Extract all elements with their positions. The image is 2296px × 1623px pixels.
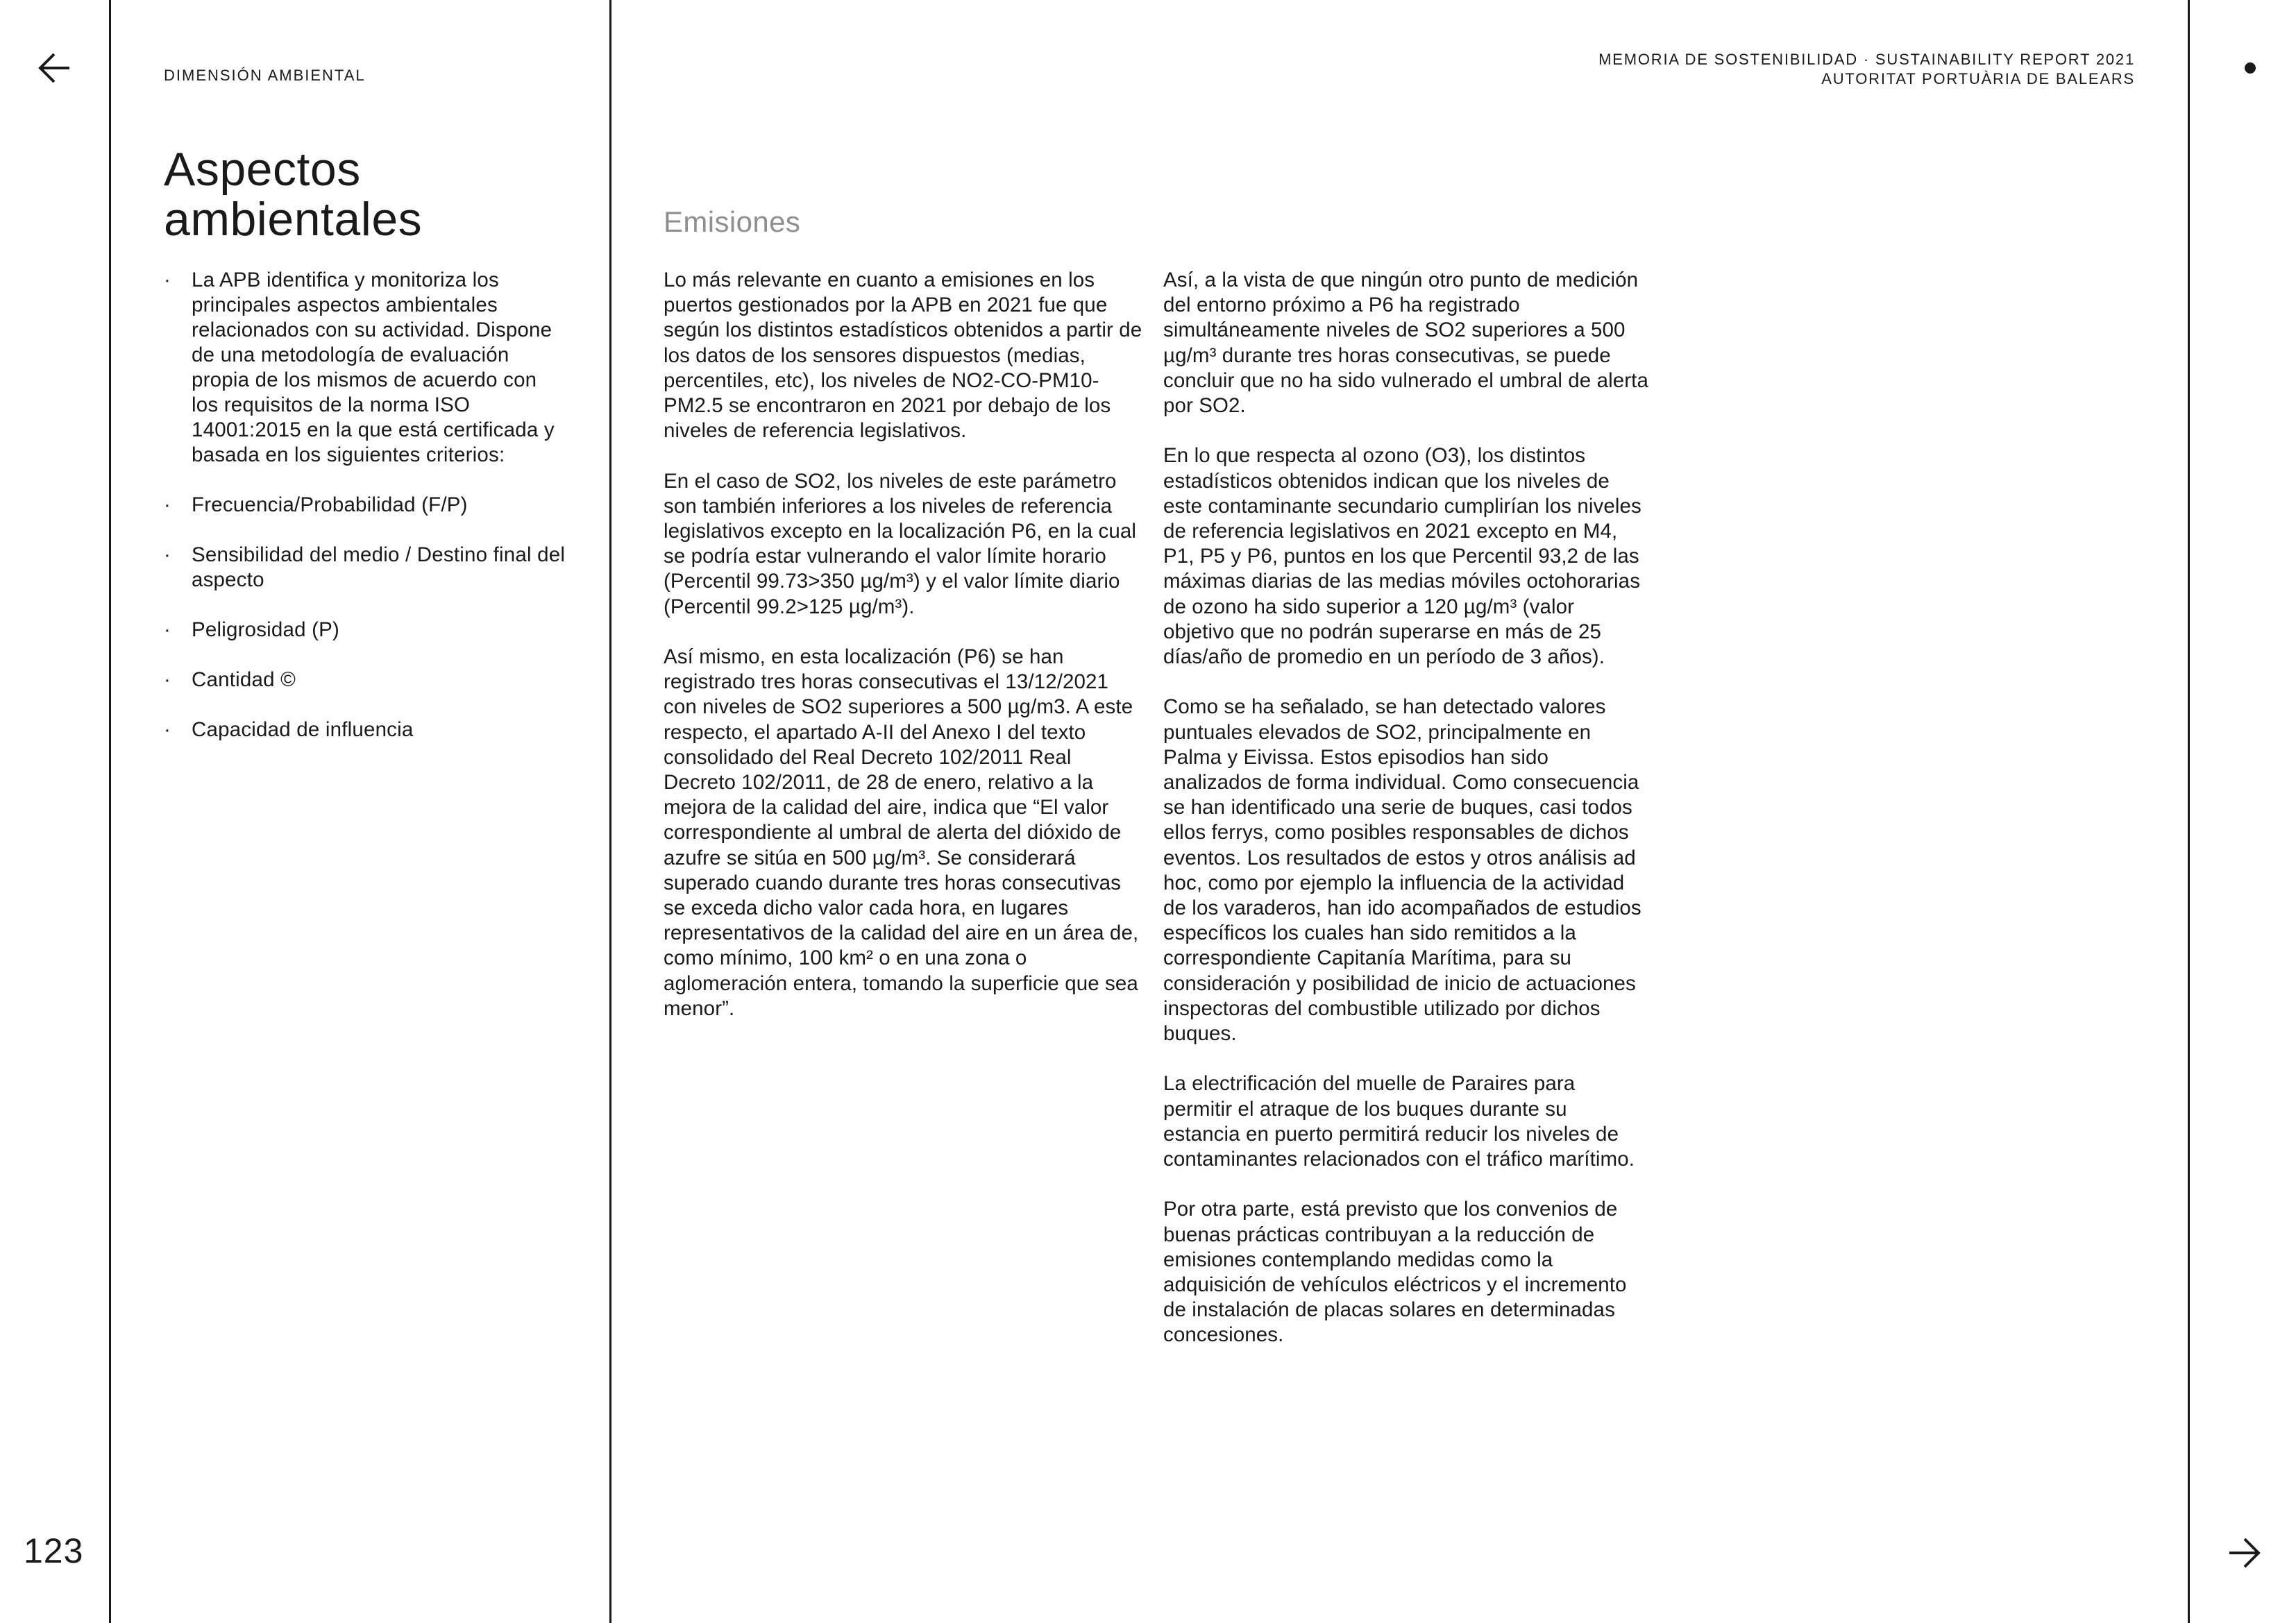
list-item: · La APB identifica y monitoriza los principales aspectos ambientales relacionados con su actividad. Dispone de una metodología de evaluación propia de los mismos de acuerdo con los requisitos de la norma ISO 14001:2015 en la que está certificada y basada en los siguientes criterios: bbox=[164, 268, 566, 468]
next-button[interactable] bbox=[2227, 1535, 2263, 1571]
list-item: · Peligrosidad (P) bbox=[164, 618, 566, 643]
text-column-1 bbox=[664, 268, 1142, 1046]
report-header bbox=[1598, 50, 2135, 89]
organization-name: AUTORITAT PORTUÀRIA DE BALEARS bbox=[1821, 70, 2135, 87]
report-title: MEMORIA DE SOSTENIBILIDAD · SUSTAINABILITY REPORT 2021 bbox=[1598, 51, 2135, 68]
section-label: DIMENSIÓN AMBIENTAL bbox=[164, 67, 366, 84]
page-title bbox=[164, 144, 580, 244]
left-margin-line bbox=[109, 0, 111, 1623]
page-title-line2: ambientales bbox=[164, 193, 423, 246]
list-item: · Cantidad © bbox=[164, 668, 566, 692]
paragraph: En el caso de SO2, los niveles de este parámetro son también inferiores a los niveles de referencia legislativos excepto en la localización P6, en la cual se podría estar vulnerando el valor límite horario (Percentil 99.73>350 µg/m³) y el valor límite diario (Percentil 99.2>125 µg/m³). bbox=[664, 469, 1137, 618]
paragraph: Así mismo, en esta localización (P6) se han registrado tres horas consecutivas el 13/12/2021 con niveles de SO2 superiores a 500 µg/m3. A este respecto, el apartado A-II del Anexo I del texto consolidado del Real Decreto 102/2011 Real Decreto 102/2011, de 28 de enero, relativo a la mejora de la calidad del aire, indica que “El valor correspondiente al umbral de alerta del dióxido de azufre se sitúa en 500 µg/m³. Se considerará superado cuando durante tres horas consecutivas se exceda dicho valor cada hora, en lugares representativos de la calidad del aire en un área de, como mínimo, 100 km² o en una zona o aglomeración entera, tomando la superficie que sea menor”. bbox=[664, 645, 1139, 1020]
paragraph: Como se ha señalado, se han detectado valores puntuales elevados de SO2, principalmente en Palma y Eivissa. Estos episodios han sido analizados de forma individual. Como consecuencia se han identificado una serie de buques, casi todos ellos ferrys, como posibles responsables de dichos eventos. Los resultados de estos y otros análisis ad hoc, como por ejemplo la influencia de la actividad de los varaderos, han ido acompañados de estudios específicos los cuales han sido remitidos a la correspondiente Capitanía Marítima, para su consideración y posibilidad de inicio de actuaciones inspectoras del combustible utilizado por dichos buques. bbox=[1163, 695, 1641, 1046]
paragraph: La electrificación del muelle de Paraires para permitir el atraque de los buques durante su estancia en puerto permitirá reducir los niveles de contaminantes relacionados con el tráfico marítimo. bbox=[1163, 1072, 1635, 1171]
page-number: 123 bbox=[24, 1531, 84, 1570]
list-item: · Frecuencia/Probabilidad (F/P) bbox=[164, 493, 566, 518]
paragraph: Así, a la vista de que ningún otro punto de medición del entorno próximo a P6 ha registrado simultáneamente niveles de SO2 superiores a 500 µg/m³ durante tres horas consecutivas, se puede concluir que no ha sido vulnerado el umbral de alerta por SO2. bbox=[1163, 269, 1648, 418]
sidebar-divider-line bbox=[609, 0, 611, 1623]
list-item: · Capacidad de influencia bbox=[164, 717, 566, 742]
paragraph: En lo que respecta al ozono (O3), los distintos estadísticos obtenidos indican que los niveles de este contaminante secundario cumplirían los niveles de referencia legislativos en 2021 excepto en M4, P1, P5 y P6, puntos en los que Percentil 93,2 de las máximas diarias de las medias móviles octohorarias de ozono ha sido superior a 120 µg/m³ (valor objetivo que no podrán superarse en más de 25 días/año de promedio en un período de 3 años). bbox=[1163, 444, 1641, 669]
criteria-list bbox=[164, 268, 566, 767]
arrow-left-icon bbox=[36, 50, 72, 86]
list-item: · Sensibilidad del medio / Destino final del aspecto bbox=[164, 543, 566, 593]
text-column-2 bbox=[1163, 268, 1649, 1373]
page-title-line1: Aspectos bbox=[164, 143, 361, 196]
menu-dot-icon[interactable] bbox=[2245, 62, 2256, 74]
arrow-right-icon bbox=[2227, 1535, 2263, 1571]
paragraph: Lo más relevante en cuanto a emisiones en los puertos gestionados por la APB en 2021 fue que según los distintos estadísticos obtenidos a partir de los datos de los sensores dispuestos (medias, percentiles, etc), los niveles de NO2-CO-PM10-PM2.5 se encontraron en 2021 por debajo de los niveles de referencia legislativos. bbox=[664, 269, 1142, 443]
section-heading: Emisiones bbox=[664, 205, 801, 238]
paragraph: Por otra parte, está previsto que los convenios de buenas prácticas contribuyan a la reducción de emisiones contemplando medidas como la adquisición de vehículos eléctricos y el incremento de instalación de placas solares en determinadas concesiones. bbox=[1163, 1198, 1627, 1347]
right-margin-line bbox=[2188, 0, 2190, 1623]
back-button[interactable] bbox=[36, 50, 72, 86]
